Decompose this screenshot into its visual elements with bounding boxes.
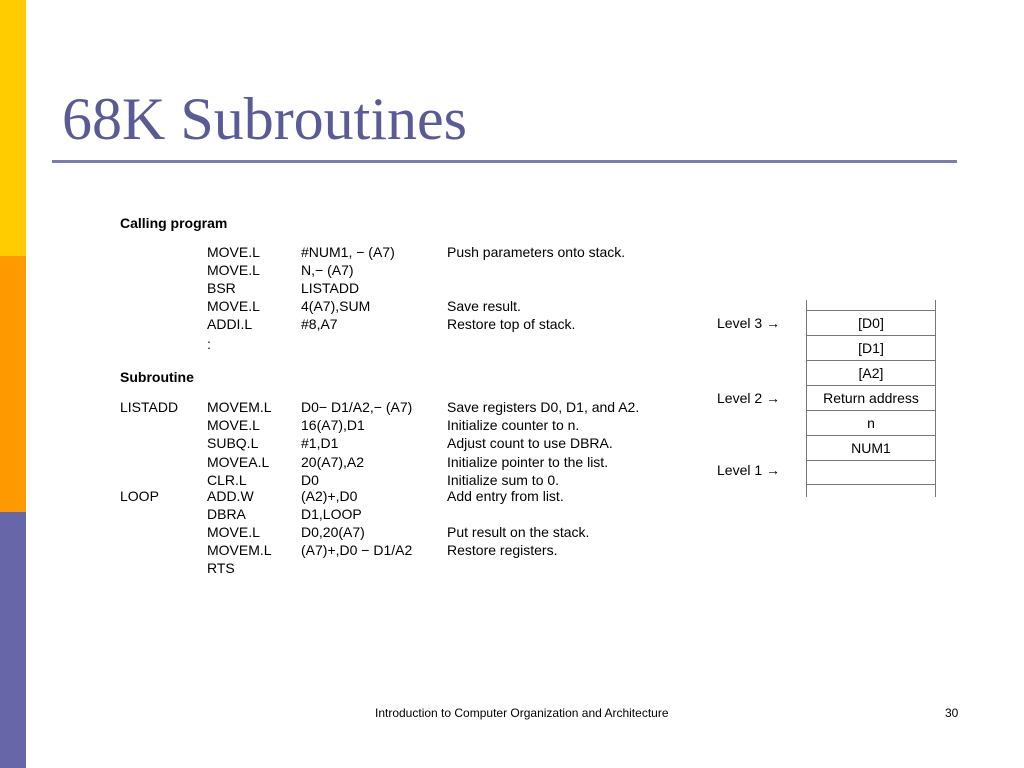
stack-level-label: Level 2 → <box>717 390 781 406</box>
stack-cell: [A2] <box>806 360 936 385</box>
subroutine-line-arg: 16(A7),D1 <box>301 417 365 433</box>
stack-cell: [D0] <box>806 310 936 335</box>
subroutine-line-label: LISTADD <box>120 399 179 415</box>
calling-line-arg: #8,A7 <box>301 316 338 332</box>
subroutine-line-op: CLR.L <box>207 472 247 488</box>
subroutine-line-cmt: Add entry from list. <box>447 488 564 504</box>
subroutine-line-op: DBRA <box>207 506 246 522</box>
footer-text: Introduction to Computer Organization and Architecture <box>375 706 669 720</box>
subroutine-line-cmt: Initialize counter to n. <box>447 417 580 433</box>
stack-top-edge <box>806 300 936 310</box>
calling-program-heading: Calling program <box>120 215 228 231</box>
subroutine-line-arg: D0 <box>301 472 319 488</box>
calling-line-op: MOVE.L <box>207 262 260 278</box>
page-number: 30 <box>945 706 959 720</box>
subroutine-line-arg: D0− D1/A2,− (A7) <box>301 399 413 415</box>
calling-line-op: ADDI.L <box>207 316 253 332</box>
subroutine-line-op: SUBQ.L <box>207 435 259 451</box>
slide-title: 68K Subroutines <box>62 86 467 152</box>
stack-diagram <box>806 300 936 497</box>
calling-line-arg: N,− (A7) <box>301 262 354 278</box>
subroutine-line-arg: (A7)+,D0 − D1/A2 <box>301 542 413 558</box>
subroutine-line-cmt: Initialize pointer to the list. <box>447 454 609 470</box>
subroutine-line-arg: D0,20(A7) <box>301 524 365 540</box>
calling-line-arg: 4(A7),SUM <box>301 298 371 314</box>
calling-line-op: BSR <box>207 280 236 296</box>
calling-line-op: MOVE.L <box>207 298 260 314</box>
calling-line-cmt: Save result. <box>447 298 521 314</box>
subroutine-line-op: MOVE.L <box>207 417 260 433</box>
subroutine-line-op: ADD.W <box>207 488 254 504</box>
stack-bottom-edge <box>806 485 936 497</box>
subroutine-line-op: MOVEM.L <box>207 399 272 415</box>
accent-bar-orange <box>0 256 26 512</box>
calling-line-op: MOVE.L <box>207 244 260 260</box>
subroutine-line-cmt: Adjust count to use DBRA. <box>447 435 613 451</box>
calling-line-arg: LISTADD <box>301 280 360 296</box>
subroutine-line-cmt: Restore registers. <box>447 542 558 558</box>
subroutine-line-cmt: Put result on the stack. <box>447 524 590 540</box>
stack-cell <box>806 460 936 485</box>
accent-bar-purple <box>0 512 26 768</box>
subroutine-line-op: MOVEA.L <box>207 454 270 470</box>
stack-cell: n <box>806 410 936 435</box>
subroutine-line-label: LOOP <box>120 488 159 504</box>
calling-line-arg: #NUM1, − (A7) <box>301 244 395 260</box>
stack-cell: NUM1 <box>806 435 936 460</box>
stack-level-label: Level 3 → <box>717 315 781 331</box>
ellipsis: : <box>207 336 211 352</box>
subroutine-line-arg: #1,D1 <box>301 435 339 451</box>
subroutine-line-arg: (A2)+,D0 <box>301 488 358 504</box>
accent-bar-yellow <box>0 0 26 256</box>
subroutine-line-op: RTS <box>207 560 235 576</box>
calling-line-cmt: Push parameters onto stack. <box>447 244 626 260</box>
subroutine-line-op: MOVEM.L <box>207 542 272 558</box>
subroutine-line-arg: D1,LOOP <box>301 506 362 522</box>
calling-line-cmt: Restore top of stack. <box>447 316 576 332</box>
subroutine-line-cmt: Initialize sum to 0. <box>447 472 560 488</box>
stack-cells <box>806 310 936 485</box>
stack-cell: [D1] <box>806 335 936 360</box>
title-rule <box>52 160 957 163</box>
stack-cell: Return address <box>806 385 936 410</box>
subroutine-line-arg: 20(A7),A2 <box>301 454 365 470</box>
subroutine-heading: Subroutine <box>120 369 194 385</box>
subroutine-line-cmt: Save registers D0, D1, and A2. <box>447 399 640 415</box>
subroutine-line-op: MOVE.L <box>207 524 260 540</box>
stack-level-label: Level 1 → <box>717 462 781 478</box>
